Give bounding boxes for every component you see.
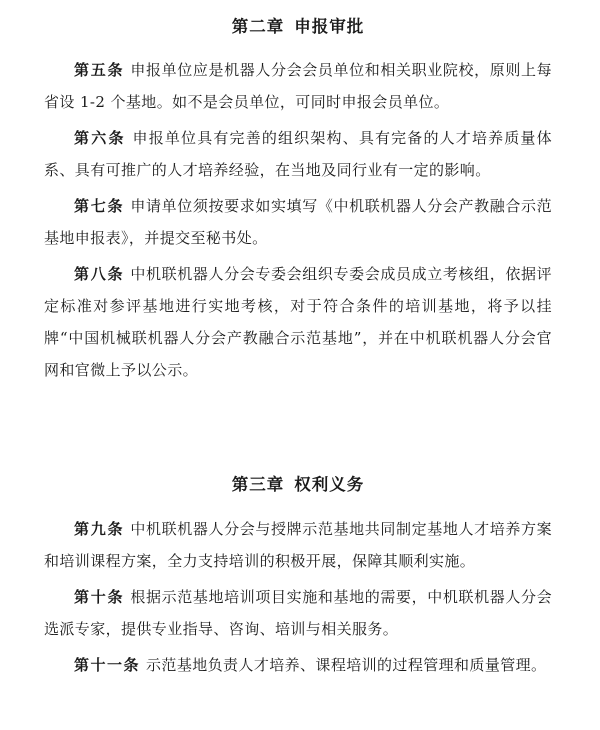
- paragraph-article-5: [44, 54, 552, 118]
- paragraph-article-6: [44, 122, 552, 186]
- article-6-label: 第六条: [74, 129, 126, 148]
- article-11-label: 第十一条: [74, 655, 141, 674]
- article-5-label: 第五条: [74, 61, 125, 80]
- paragraph-article-11: [44, 649, 552, 681]
- article-7-text: 申请单位须按要求如实填写《中机联机器人分会产教融合示范基地申报表》，并提交至秘书处。: [44, 197, 552, 248]
- article-11-text: 示范基地负责人才培养、课程培训的过程管理和质量管理。: [146, 655, 547, 674]
- article-6-text: 申报单位具有完善的组织架构、具有完备的人才培养质量体系、具有可推广的人才培养经验，在当地及同行业有一定的影响。: [44, 129, 552, 180]
- chapter-3-title: 权利义务: [294, 475, 365, 495]
- paragraph-article-10: [44, 581, 552, 645]
- chapter-3-heading: [44, 472, 552, 498]
- article-9-label: 第九条: [74, 519, 125, 538]
- article-10-text: 根据示范基地培训项目实施和基地的需要，中机联机器人分会选派专家，提供专业指导、咨询、培训与相关服务。: [44, 587, 552, 638]
- article-7-label: 第七条: [74, 197, 125, 216]
- article-9-text: 中机联机器人分会与授牌示范基地共同制定基地人才培养方案和培训课程方案，全力支持培训的积极开展，保障其顺利实施。: [44, 519, 552, 570]
- chapter-3-number: 第三章: [231, 475, 285, 495]
- chapter-2-heading: [44, 14, 552, 40]
- chapter-2-title: 申报审批: [294, 17, 365, 36]
- article-5-text: 申报单位应是机器人分会会员单位和相关职业院校，原则上每省设 1-2 个基地。如不是会员单位，可同时申报会员单位。: [44, 61, 552, 112]
- article-10-label: 第十条: [74, 587, 125, 606]
- paragraph-article-9: [44, 513, 552, 577]
- chapter-2-number: 第二章: [231, 17, 285, 36]
- article-8-label: 第八条: [74, 265, 125, 284]
- article-8-text: 中机联机器人分会专委会组织专委会成员成立考核组，依据评定标准对参评基地进行实地考核，对于符合条件的培训基地，将予以挂牌“中国机械联机器人分会产教融合示范基地”，并在中机联机器人分会官网和官微上予以公示。: [44, 265, 552, 380]
- paragraph-article-7: [44, 190, 552, 254]
- paragraph-article-8: [44, 258, 552, 386]
